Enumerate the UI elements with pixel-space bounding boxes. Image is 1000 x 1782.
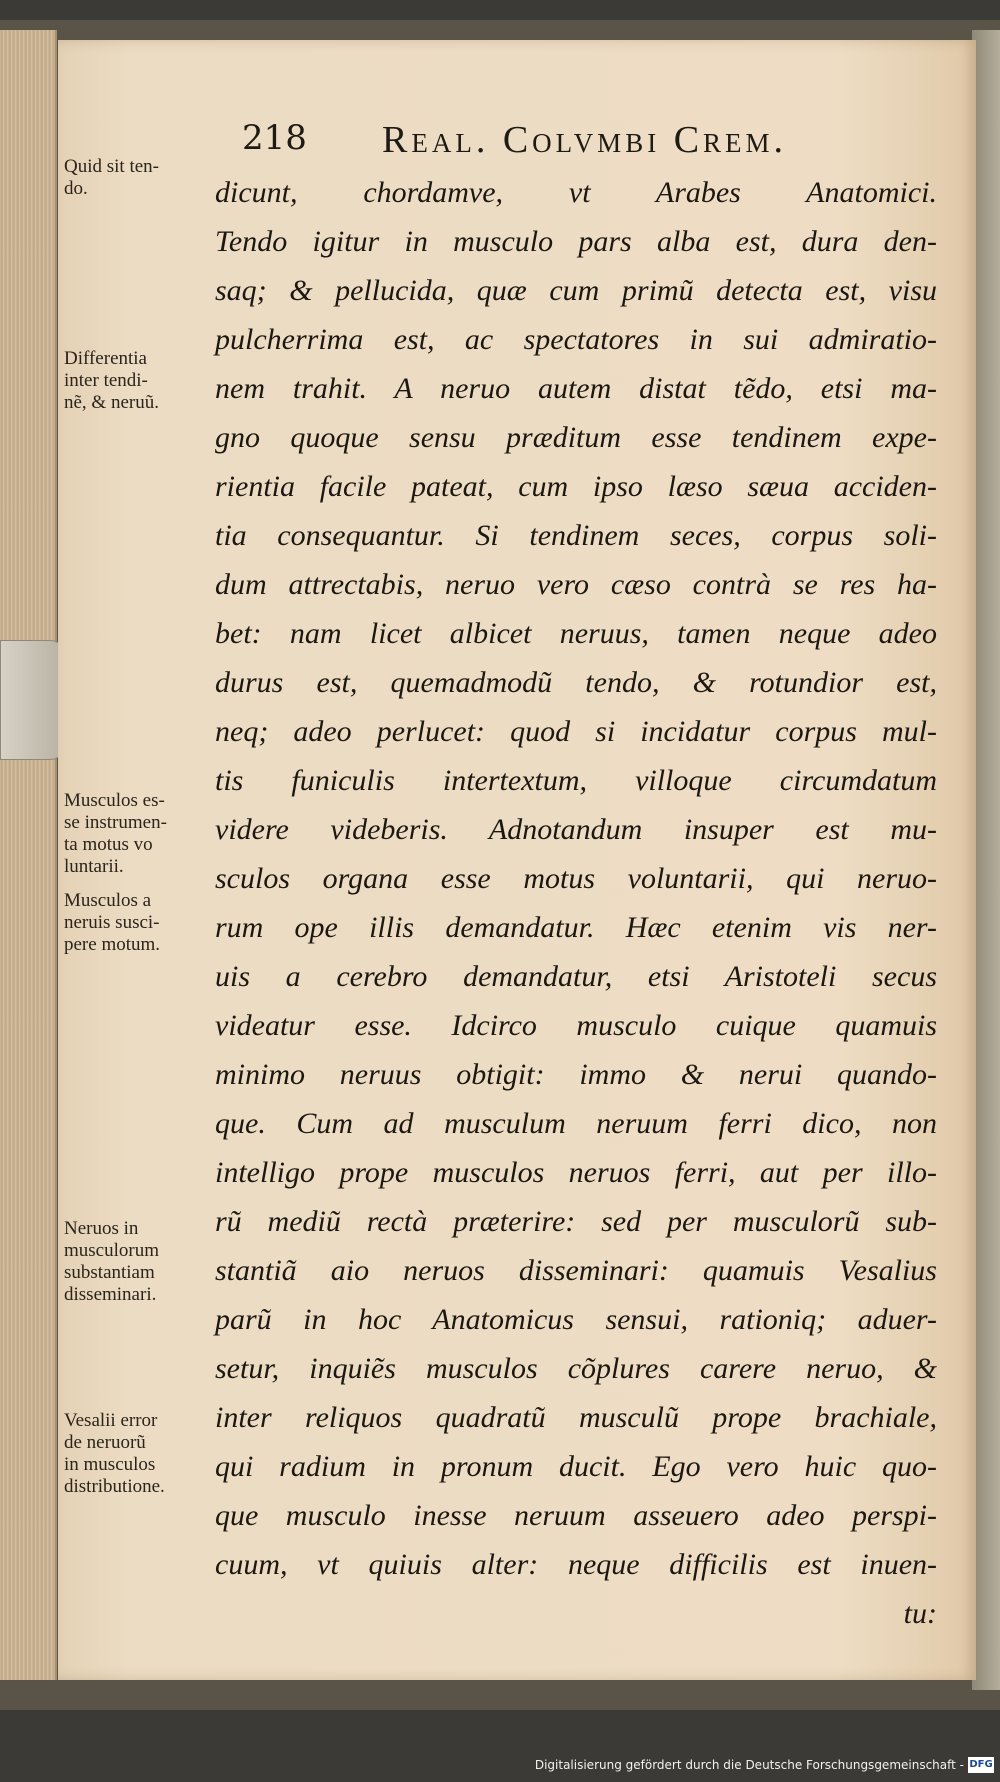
marginal-note [64, 156, 214, 200]
marginal-note-line: do. [64, 178, 88, 199]
text-line: gno quoque sensu præditum esse tendinem expe- [215, 421, 937, 454]
text-line: rũ mediũ rectà præterire: sed per musculorũ sub- [215, 1205, 937, 1238]
digitization-footer [0, 1752, 1000, 1782]
marginal-note-line: ta motus vo [64, 834, 153, 855]
text-line: tu: [903, 1597, 937, 1630]
text-line: minimo neruus obtigit: immo & nerui quando- [215, 1058, 937, 1091]
text-line: qui radium in pronum ducit. Ego vero huic quo- [215, 1450, 937, 1483]
marginal-note [64, 1410, 214, 1498]
marginal-note-line: in musculos [64, 1454, 156, 1475]
text-line: stantiã aio neruos disseminari: quamuis Vesalius [215, 1254, 937, 1287]
text-line: cuum, vt quiuis alter: neque difficilis est inuen- [215, 1548, 937, 1581]
text-line: videatur esse. Idcirco musculo cuique quamuis [215, 1009, 937, 1042]
marginal-note-line: substantiam [64, 1262, 155, 1283]
body-text [215, 168, 937, 1638]
marginal-note-line: Differentia [64, 348, 147, 369]
text-line: dicunt, chordamve, vt Arabes Anatomici. [215, 176, 937, 209]
marginal-note-line: Quid sit ten- [64, 156, 159, 177]
page-header [242, 118, 932, 168]
marginal-note-line: pere motum. [64, 934, 161, 955]
text-line: pulcherrima est, ac spectatores in sui admiratio- [215, 323, 937, 356]
marginal-note [64, 348, 214, 414]
marginal-note-line: Neruos in [64, 1218, 139, 1239]
text-line: neq; adeo perlucet: quod si incidatur corpus mul- [215, 715, 937, 748]
text-line: rum ope illis demandatur. Hæc etenim vis ner- [215, 911, 937, 944]
text-line: inter reliquos quadratũ musculũ prope brachiale, [215, 1401, 937, 1434]
text-line: tia consequantur. Si tendinem seces, corpus soli- [215, 519, 937, 552]
marginal-note-line: inter tendi- [64, 370, 148, 391]
marginal-note-line: distributione. [64, 1476, 165, 1497]
text-line: Tendo igitur in musculo pars alba est, dura den- [215, 225, 937, 258]
text-line: videre videberis. Adnotandum insuper est mu- [215, 813, 937, 846]
marginal-note-line: luntarii. [64, 856, 124, 877]
marginal-note-line: musculorum [64, 1240, 159, 1261]
text-line: que musculo inesse neruum asseuero adeo perspi- [215, 1499, 937, 1532]
book-cover-edge [972, 30, 1000, 1690]
text-line: tis funiculis intertextum, villoque circumdatum [215, 764, 937, 797]
marginal-note-line: Musculos a [64, 890, 152, 911]
marginal-note-line: disseminari. [64, 1284, 157, 1305]
text-line: uis a cerebro demandatur, etsi Aristoteli secus [215, 960, 937, 993]
text-line: intelligo prope musculos neruos ferri, aut per illo- [215, 1156, 937, 1189]
marginal-note-line: neruis susci- [64, 912, 160, 933]
marginal-note-line: de neruorũ [64, 1432, 146, 1453]
marginal-note [64, 890, 214, 956]
book-clasp [0, 640, 66, 760]
text-line: bet: nam licet albicet neruus, tamen neque adeo [215, 617, 937, 650]
marginal-note-line: Musculos es- [64, 790, 165, 811]
page-number: 218 [242, 118, 307, 158]
text-line: saq; & pellucida, quæ cum primũ detecta est, visu [215, 274, 937, 307]
funding-credit: Digitalisierung gefördert durch die Deutsche Forschungsgemeinschaft - [534, 1758, 964, 1772]
running-head: Real. Colvmbi Crem. [382, 119, 788, 161]
text-line: durus est, quemadmodũ tendo, & rotundior est, [215, 666, 937, 699]
dfg-logo: DFG [968, 1757, 994, 1773]
page-fore-edge [0, 30, 57, 1680]
marginal-note-line: se instrumen- [64, 812, 167, 833]
text-line: setur, inquiẽs musculos cõplures carere neruo, & [215, 1352, 937, 1385]
marginal-note [64, 790, 214, 878]
text-line: rientia facile pateat, cum ipso læso sæua acciden- [215, 470, 937, 503]
text-line: que. Cum ad musculum neruum ferri dico, non [215, 1107, 937, 1140]
marginal-note-line: Vesalii error [64, 1410, 158, 1431]
marginal-note [64, 1218, 214, 1306]
text-line: dum attrectabis, neruo vero cæso contrà se res ha- [215, 568, 937, 601]
marginal-note-line: nẽ, & neruũ. [64, 392, 159, 413]
text-line: parũ in hoc Anatomicus sensui, rationiq; aduer- [215, 1303, 937, 1336]
text-line: nem trahit. A neruo autem distat tẽdo, etsi ma- [215, 372, 937, 405]
text-line: sculos organa esse motus voluntarii, qui neruo- [215, 862, 937, 895]
